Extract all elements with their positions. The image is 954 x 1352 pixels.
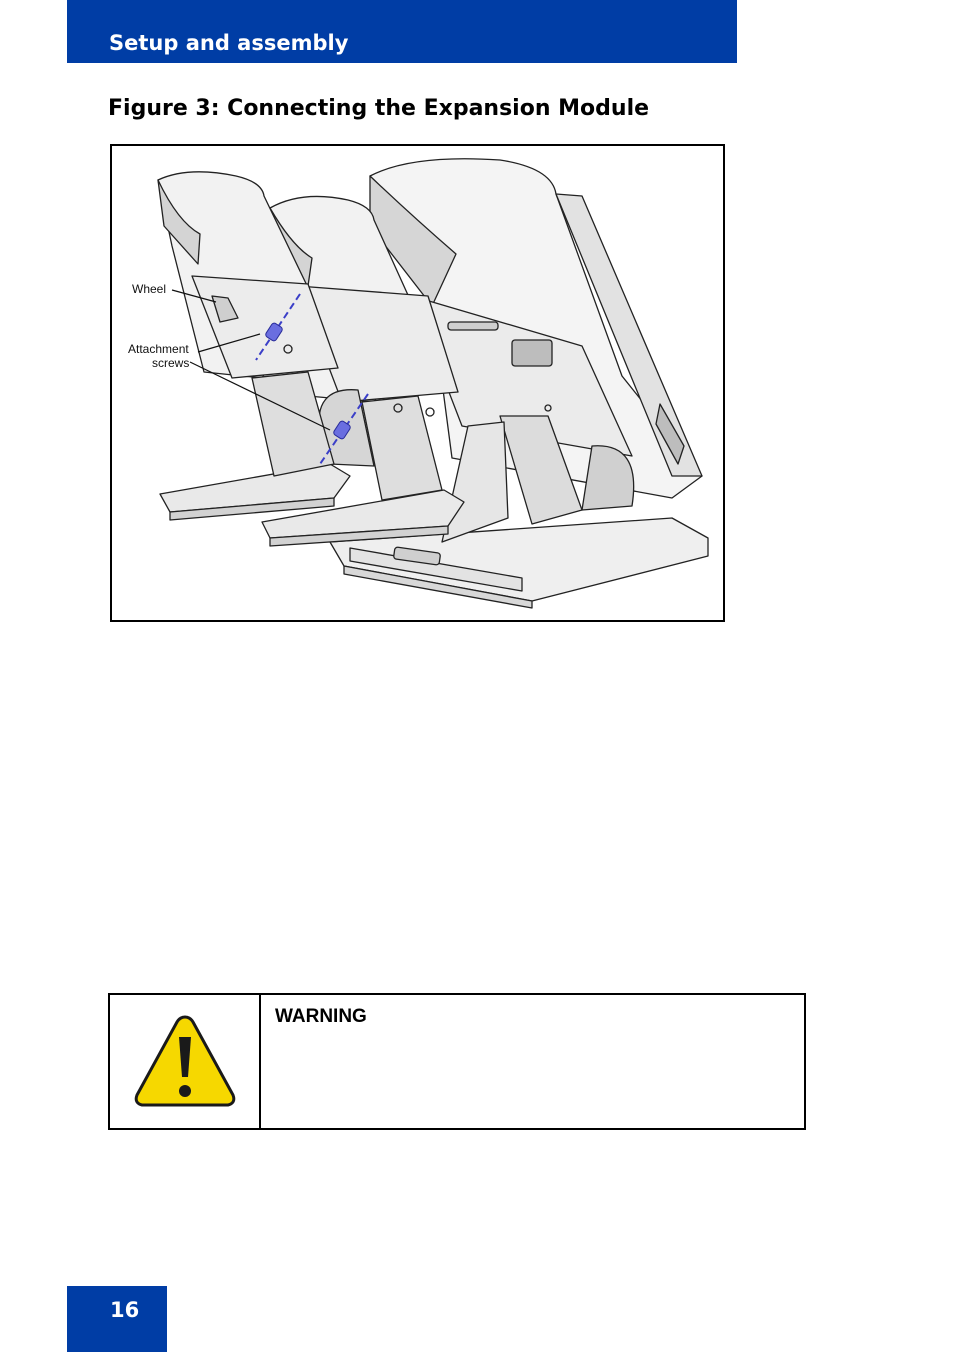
expansion-module-drawing xyxy=(112,146,723,620)
callout-screws-line2: screws xyxy=(152,356,190,370)
page-number: 16 xyxy=(110,1298,140,1322)
warning-text-cell xyxy=(261,995,804,1128)
section-title: Setup and assembly xyxy=(109,31,349,55)
callout-screws-line1: Attachment xyxy=(128,342,189,356)
page-number-box xyxy=(67,1286,167,1352)
warning-triangle-icon xyxy=(132,1011,238,1111)
callout-wheel: Wheel xyxy=(132,282,167,296)
figure-caption: Figure 3: Connecting the Expansion Module xyxy=(108,96,650,121)
warning-heading: WARNING xyxy=(275,1006,367,1027)
warning-box xyxy=(108,993,806,1130)
warning-icon-cell xyxy=(110,995,261,1128)
page-header xyxy=(67,0,737,63)
figure-illustration xyxy=(110,144,725,622)
